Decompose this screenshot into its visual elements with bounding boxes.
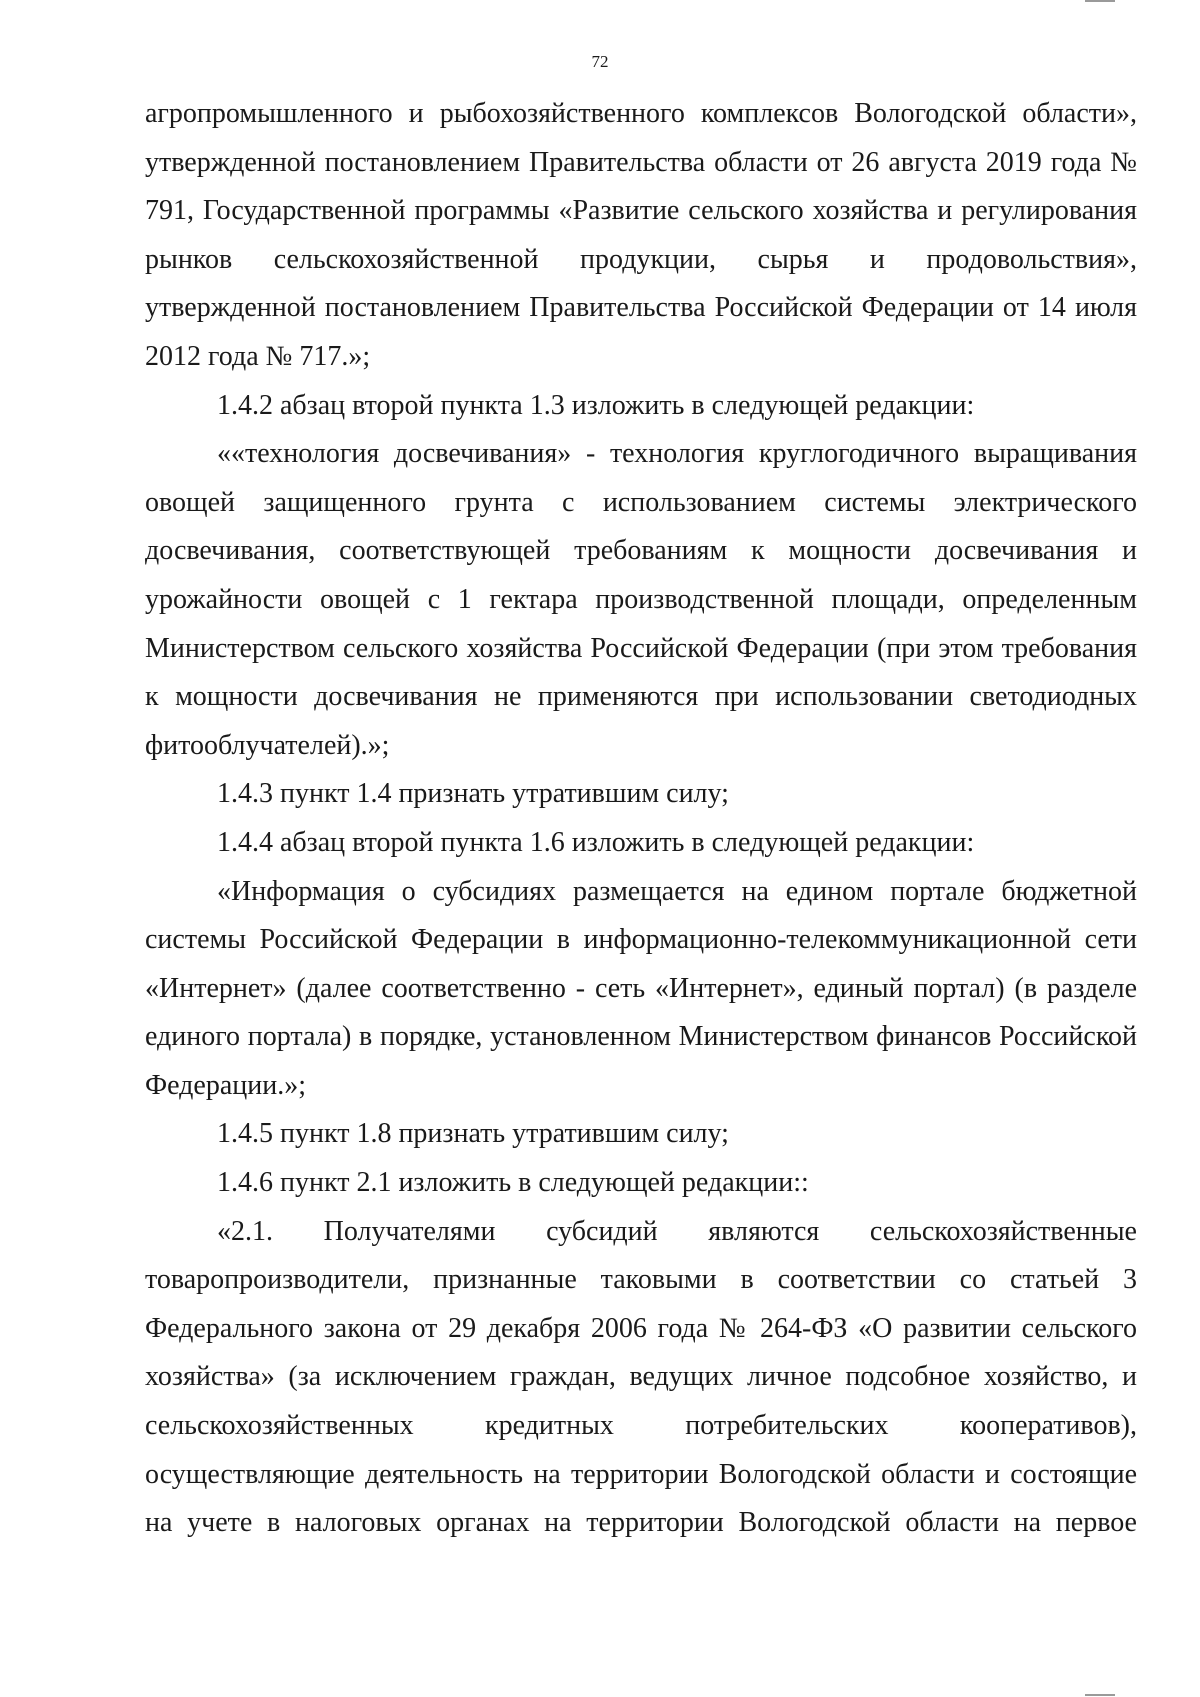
paragraph-1-4-6: 1.4.6 пункт 2.1 изложить в следующей редакции:: — [217, 1167, 809, 1199]
paragraph-continuation: агропромышленного и рыбохозяйственного комплексов Вологодской области», утвержденной постановлением Правительства области от 26 августа 2019 года № 791, Государственной программы «Развитие сельского хозяйства и регулирования рынков сельскохозяйственной продукции, сырья и продовольствия», утвержденной постановлением Правительства Российской Федерации от 14 июля 2012 года № 717.»; — [145, 98, 1137, 372]
page-number: 72 — [591, 52, 609, 71]
paragraph-lighting-technology: ««технология досвечивания» - технология круглогодичного выращивания овощей защищенного грунта с использованием системы электрического досвечивания, соответствующей требованиям к мощности досвечивания и урожайности овощей с 1 гектара производственной площади, определенным Министерством сельского хозяйства Российской Федерации (при этом требования к мощности досвечивания не применяются при использовании светодиодных фитооблучателей).»; — [145, 438, 1137, 761]
paragraph-2-1-recipients: «2.1. Получателями субсидий являются сельскохозяйственные товаропроизводители, признанные таковыми в соответствии со статьей 3 Федерального закона от 29 декабря 2006 года № 264-ФЗ «О развитии сельского хозяйства» (за исключением граждан, ведущих личное подсобное хозяйство, и сельскохозяйственных кредитных потребительских кооперативов), осуществляющие деятельность на территории Вологодской области и состоящие на учете в налоговых органах на территории Вологодской области на первое — [145, 1215, 1137, 1539]
paragraph-subsidy-info: «Информация о субсидиях размещается на едином портале бюджетной системы Российской Федерации в информационно-телекоммуникационной сети «Интернет» (далее соответственно - сеть «Интернет», единый портал) (в разделе единого портала) в порядке, установленном Министерством финансов Российской Федерации.»; — [145, 875, 1137, 1101]
paragraph-1-4-2: 1.4.2 абзац второй пункта 1.3 изложить в следующей редакции: — [217, 389, 975, 421]
paragraph-1-4-3: 1.4.3 пункт 1.4 признать утратившим силу; — [217, 778, 729, 810]
scan-mark-top-right — [1085, 0, 1115, 2]
document-body — [145, 90, 1137, 1548]
paragraph-1-4-4: 1.4.4 абзац второй пункта 1.6 изложить в следующей редакции: — [217, 826, 975, 858]
scan-mark-bottom-right — [1085, 1694, 1115, 1696]
paragraph-1-4-5: 1.4.5 пункт 1.8 признать утратившим силу; — [217, 1118, 729, 1150]
